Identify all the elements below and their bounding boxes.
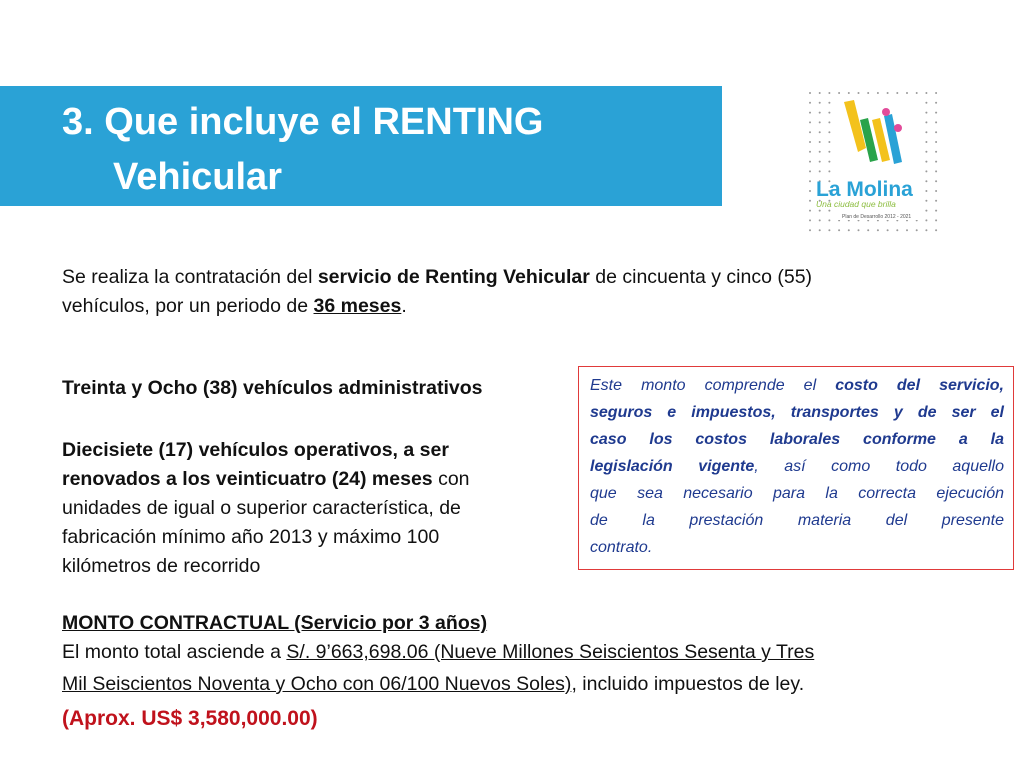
note-line: seguros e impuestos, transportes y de ser el bbox=[590, 404, 1004, 421]
note-line: legislación vigente, así como todo aquello bbox=[590, 458, 1005, 475]
la-molina-logo bbox=[806, 90, 942, 236]
slide-title-line-1: 3. Que incluye el RENTING bbox=[62, 101, 544, 143]
monto-line-1: El monto total asciende a S/. 9’663,698.06 (Nueve Millones Seiscientos Sesenta y Tres bbox=[62, 641, 815, 663]
note-line: contrato. bbox=[590, 539, 653, 556]
monto-heading: MONTO CONTRACTUAL (Servicio por 3 años) bbox=[62, 612, 488, 634]
admin-vehicles-text: Treinta y Ocho (38) vehículos administrativos bbox=[62, 377, 483, 399]
slide-title-line-2: Vehicular bbox=[113, 156, 282, 198]
monto-line-2: Mil Seiscientos Noventa y Ocho con 06/100 Nuevos Soles), incluido impuestos de ley. bbox=[62, 673, 805, 695]
operative-vehicles-text: Diecisiete (17) vehículos operativos, a ser renovados a los veinticuatro (24) meses con unidades de igual o superior característica, de fabricación mínimo año 2013 y máximo 100 kilómetros de recorrido bbox=[62, 439, 470, 577]
svg-text:Una ciudad que brilla: Una ciudad que brilla bbox=[816, 199, 896, 209]
note-line: que sea necesario para la correcta ejecución bbox=[590, 485, 1004, 502]
svg-text:Plan de Desarrollo 2012 - 2021: Plan de Desarrollo 2012 - 2021 bbox=[842, 214, 912, 220]
note-line: caso los costos laborales conforme a la bbox=[590, 431, 1004, 448]
note-line: de la prestación materia del presente bbox=[590, 512, 1004, 529]
note-line: Este monto comprende el costo del servicio, bbox=[590, 377, 1005, 394]
svg-text:La Molina: La Molina bbox=[816, 178, 913, 201]
intro-line-1: Se realiza la contratación del servicio de Renting Vehicular de cincuenta y cinco (55) bbox=[62, 266, 813, 288]
approx-usd-amount: (Aprox. US$ 3,580,000.00) bbox=[62, 707, 318, 730]
intro-line-2: vehículos, por un periodo de 36 meses. bbox=[62, 295, 407, 317]
